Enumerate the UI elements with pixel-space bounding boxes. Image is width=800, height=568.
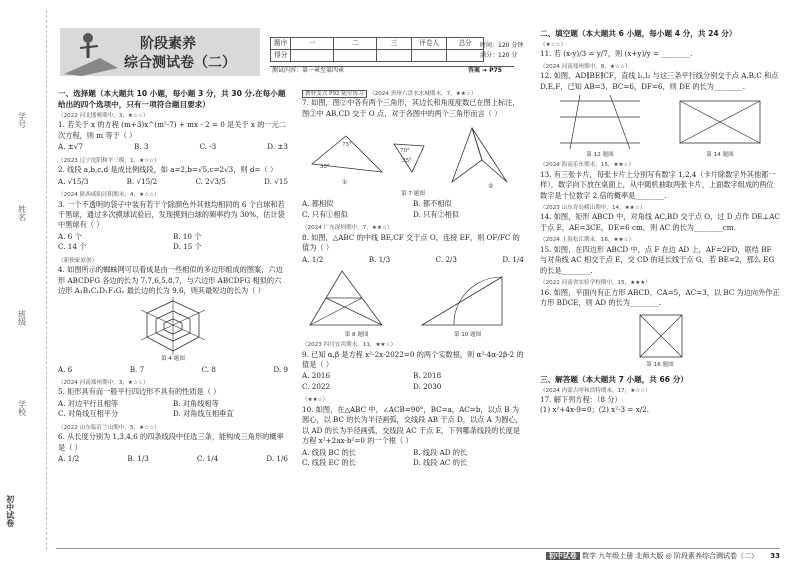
question-10: （★★☆） 10. 如图，在△ABC 中，∠ACB=90°，BC=a，AC=b，以点 B 为圆心，以 BC 的长为半径画弧，交线段 AB 于点 D，以点 A 为圆心，以 AD 的长为半径画弧，交线段 AC 于点 E，下列哪条线段的长度是方程 x²+2ax-b²=0 的一个根（ ）: [302, 397, 523, 446]
score-col-5: 总分: [447, 38, 484, 50]
q10-caption: 第 10 题图: [453, 332, 482, 339]
q3-option[interactable]: D. 15 个: [173, 242, 202, 252]
score-col-3: 三: [377, 38, 412, 50]
score-table: [270, 37, 484, 62]
q3-options: [58, 232, 288, 253]
q2-option[interactable]: C. 2√3/5: [195, 176, 226, 186]
score-col-1: 一: [291, 38, 334, 50]
q1-options: [58, 142, 288, 152]
q8-options: [302, 255, 524, 265]
exam-full-score: 满分：120 分: [480, 52, 518, 59]
svg-text:70°: 70°: [400, 148, 410, 155]
q7-triangles-figure: [302, 120, 524, 190]
q2-option[interactable]: D. √15: [264, 176, 288, 186]
student-illustration-icon: [60, 28, 120, 76]
q8-q10-figures: [302, 267, 524, 331]
question-4: （新独家原创） 4. 如图所示的蜘蛛网可以看成是由一些相似的多边形组成的图案，六边形 ABCDFG 各边的长为 7,7,6,5,8,7，与六边形 ABCDFG 相似的六边形 A₁B₁C₁D₁F₁G₁ 最长边的长为 9.6，则其最短边的长为（ ）: [58, 257, 283, 295]
q8-option[interactable]: B. 1/3: [368, 254, 391, 264]
q5-option[interactable]: D. 对角线互相垂直: [173, 409, 234, 419]
margin-label-class: 班级: [17, 310, 27, 326]
q7-caption: 第 7 题图: [401, 191, 425, 198]
q3-option[interactable]: A. 6 个: [58, 231, 82, 241]
score-header-row: [271, 38, 484, 50]
q7-option[interactable]: A. 都相似: [302, 199, 334, 209]
q1-option[interactable]: A. ±√7: [58, 142, 83, 152]
q6-option[interactable]: C. 1/4: [196, 454, 219, 464]
q14-caption: 第 14 题图: [706, 152, 734, 159]
score-row-label: 得分: [271, 50, 291, 62]
question-2: （2023 辽宁沈阳和平三模，1，★☆☆） 2. 线段 a,b,c,d 是成比例线段，如 a=2,b=√5,c=2√3，则 d=（ ）: [58, 157, 278, 175]
margin-label-name: 姓名: [17, 205, 27, 221]
margin-label-school: 学校: [17, 400, 27, 416]
binding-line: [46, 10, 47, 550]
footer-edition: 北师大版: [635, 552, 664, 560]
section-3-title: 三、解答题（本大题共 7 小题，共 66 分）: [540, 374, 688, 384]
q8-option[interactable]: A. 1/2: [302, 254, 324, 264]
score-cell[interactable]: [291, 50, 334, 62]
svg-text:35°: 35°: [320, 164, 330, 171]
footer-subject: 数学: [581, 552, 596, 560]
question-8: （2024 广东深圳期中，7，★★☆） 8. 如图，△ABC 的中线 BE,CF 交于点 O，连接 EF，则 OF/FC 的值为（ ）: [302, 225, 520, 253]
exam-time: 时间：120 分钟: [480, 42, 524, 49]
question-14: （2023 山东青岛崂山期中，14，★★☆） 14. 如图，矩形 ABCD 中，对角线 AC,BD 交于点 O，过 D 点作 DE⊥AC 于点 E，AE=3CE，DE=6 cm，则 AC 的长为________cm.: [540, 205, 780, 232]
q5-options: [58, 399, 288, 420]
title-line1: 阶段素养: [140, 36, 196, 52]
textbook-tag: 教材变式 P92 随堂练习: [302, 90, 367, 98]
q6-option[interactable]: D. 1/6: [266, 454, 288, 464]
q5-option[interactable]: B. 对角线相等: [173, 398, 219, 408]
score-cell[interactable]: [377, 50, 412, 62]
q10-options: [302, 448, 524, 469]
q10-option[interactable]: D. 线段 AC 的长: [413, 457, 468, 467]
question-1: （2022 河北邯郸期中，3，★☆☆） 1. 若关于 x 的方程 (m+3)x^(m²-7) + mx - 2 = 0 是关于 x 的一元二次方程，则 m 等于（ ）: [58, 113, 286, 140]
q2-options: [58, 177, 288, 187]
q3-option[interactable]: B. 10 个: [173, 231, 202, 241]
score-col-0: 题序: [271, 38, 291, 50]
spider-web-figure: [133, 297, 213, 355]
title-line2: 综合测试卷（二）: [124, 55, 236, 71]
q1-option[interactable]: D. ±3: [267, 142, 288, 152]
q8-q10-captions: [302, 331, 524, 339]
svg-text:②: ②: [488, 183, 494, 191]
question-15: （2024 上海松江期末，16，★★☆） 15. 如图，在四边形 ABCD 中，点 F 在边 AD 上，AF=2FD，联结 BF 与对角线 AC 相交于点 E，交 CD 的延长线于点 G，若 BE=2，那么 EG 的长是________.: [540, 237, 775, 275]
q12-caption: 第 12 题图: [586, 152, 614, 159]
q6-option[interactable]: A. 1/2: [58, 454, 80, 464]
q1-option[interactable]: C. -3: [199, 142, 217, 152]
column-2: [302, 88, 524, 470]
svg-text:75°: 75°: [342, 142, 352, 149]
column-1: [58, 88, 288, 466]
q8-option[interactable]: C. 2/3: [435, 254, 457, 264]
title-banner: [60, 28, 260, 76]
q9-option[interactable]: C. 2022: [302, 381, 331, 391]
q3-option[interactable]: C. 14 个: [58, 242, 87, 252]
score-cell[interactable]: [334, 50, 377, 62]
page-footer: [56, 548, 780, 561]
section-2-title: 二、填空题（本大题共 6 小题，每小题 4 分，共 24 分）: [540, 29, 737, 38]
question-7: 教材变式 P92 随堂练习 （2024 贵州六盘水水城期末，7，★★☆） 7. 如图，图②中各有两个三角形，其边长和角度度数已在图上标注，图②中 AB,CD 交于 O 点，对于各图中的两个三角形而言（ ）: [302, 91, 520, 118]
q8-option[interactable]: D. 1/4: [502, 254, 524, 264]
question-6: （2022 山东临沂兰山期中，5，★☆☆） 6. 从长度分别为 1,3,4,6 的四条线段中任选三条，能构成三角形的概率是（ ）: [58, 424, 284, 452]
question-13: （2024 海南乐东期末，15，★★☆） 13. 有三张卡片，每张卡片上分别写有数字 1,2,4（卡片除数字外其他都一样），数字向下放在桌面上，从中随机抽取两张卡片，上面数字组成的两位数字是十位数字 2 倍的概率是________.: [540, 162, 776, 200]
svg-text:35°: 35°: [402, 158, 412, 165]
q4-options: [58, 365, 288, 375]
q4-option[interactable]: A. 6: [58, 364, 73, 374]
q16-caption: 第 16 题图: [646, 362, 674, 369]
q5-option[interactable]: A. 对边平行且相等: [58, 398, 119, 408]
margin-label-id: 学号: [17, 112, 27, 128]
q10-option[interactable]: B. 线段 AD 的长: [413, 447, 468, 457]
svg-text:①: ①: [342, 179, 348, 187]
q2-option[interactable]: B. √15/2: [126, 176, 158, 186]
score-col-4: 评卷人: [412, 38, 447, 50]
question-9: （2023 四川宜宾期末，11，★★☆） 9. 已知 α,β 是方程 x²-2x-2022=0 的两个实数根，则 α²-4α-2β-2 的值是（ ）: [302, 342, 524, 370]
score-col-2: 二: [334, 38, 377, 50]
footer-grade: 九年级上册: [598, 552, 634, 560]
q9-options: [302, 371, 524, 392]
q7-option[interactable]: C. 只有①相似: [302, 209, 348, 219]
q4-option[interactable]: D. 9: [273, 364, 288, 374]
score-cell[interactable]: [412, 50, 447, 62]
answer-page-link[interactable]: 答案 ➔ P75: [468, 67, 502, 74]
column-3: [540, 28, 780, 417]
q7-option[interactable]: B. 都不相似: [413, 199, 452, 209]
q17-equations: (1) x²+4x-9=0；(2) x²-3 = x/2.: [540, 405, 650, 415]
page-number: 33: [770, 552, 780, 560]
q9-option[interactable]: A. 2016: [302, 371, 331, 381]
q12-q14-figures: [540, 93, 780, 151]
q9-option[interactable]: B. 2018: [413, 371, 442, 381]
question-16: （2022 河南省实验学校期中，15，★★★） 16. 如图，平面内有正方形 ABCD，CA=5，AC=3，以 BC 为边向外作正方形 BDCE，则 AD 的长为________.: [540, 280, 780, 307]
footer-test-name: ◎ 阶段素养综合测试卷（二）: [665, 552, 759, 560]
score-value-row: [271, 50, 484, 62]
test-scope: 测试内容：第一章至第四章: [272, 67, 345, 74]
q4-caption: 第 4 题图: [161, 356, 185, 363]
footer-brand: 初中试卷: [546, 552, 580, 560]
q6-option[interactable]: B. 1/3: [127, 454, 149, 464]
question-17: （2024 内蒙古呼和浩特期末，17，★☆☆） 17. 解下列方程：（8 分） (1) x²+4x-9=0；(2) x²-3 = x/2.: [540, 385, 780, 416]
question-11: （★☆☆） 11. 若 (x-y)/3 = y/7，则 (x+y)/y = ________.: [540, 42, 693, 59]
question-3: （2024 陕西咸阳泾阳期末，4，★☆☆） 3. 一个不透明的袋子中装有若干个除颜色外其他均相同的 6 个白球和若干黑球，通过多次摸球试验后，发现摸到白球的频率约为 30%，估计袋中黑球有（ ）: [58, 192, 285, 230]
q4-option[interactable]: C. 8: [201, 364, 216, 374]
margin-brand: 初中试卷: [5, 495, 15, 527]
q16-square-figure: [540, 309, 780, 361]
q8-caption: 第 8 题图: [344, 332, 369, 339]
question-5: （2024 河南郑州期中，3，★☆☆） 5. 矩形具有而一般平行四边形不具有的性质是（ ）: [58, 379, 221, 397]
q7-options: [302, 199, 524, 220]
q4-option[interactable]: B. 7: [129, 364, 145, 374]
q10-option[interactable]: A. 线段 BC 的长: [302, 447, 356, 457]
section-1-title: 一、选择题（本大题共 10 小题，每小题 3 分，共 30 分.在每小题给出的四个选项中，只有一项符合题目要求）: [58, 89, 286, 109]
question-12: （2024 河南郑州期中，8，★☆☆） 12. 如图，AD∥BE∥CF，直线 l₁,l₂ 与这三条平行线分别交于点 A,B,C 和点 D,E,F，已知 AB=3，BC=6，DF=6，则 DE 的长为________.: [540, 63, 779, 91]
q6-options: [58, 454, 288, 464]
q12-q14-captions: [540, 151, 780, 159]
q5-option[interactable]: C. 对角线互相平分: [58, 409, 119, 419]
score-cell[interactable]: [447, 50, 484, 62]
q1-option[interactable]: B. 3: [133, 142, 149, 152]
q2-option[interactable]: A. √15/3: [58, 176, 89, 186]
q10-option[interactable]: C. 线段 EC 的长: [302, 457, 356, 467]
q7-option[interactable]: D. 只有②相似: [413, 209, 460, 219]
q9-option[interactable]: D. 2030: [413, 381, 442, 391]
